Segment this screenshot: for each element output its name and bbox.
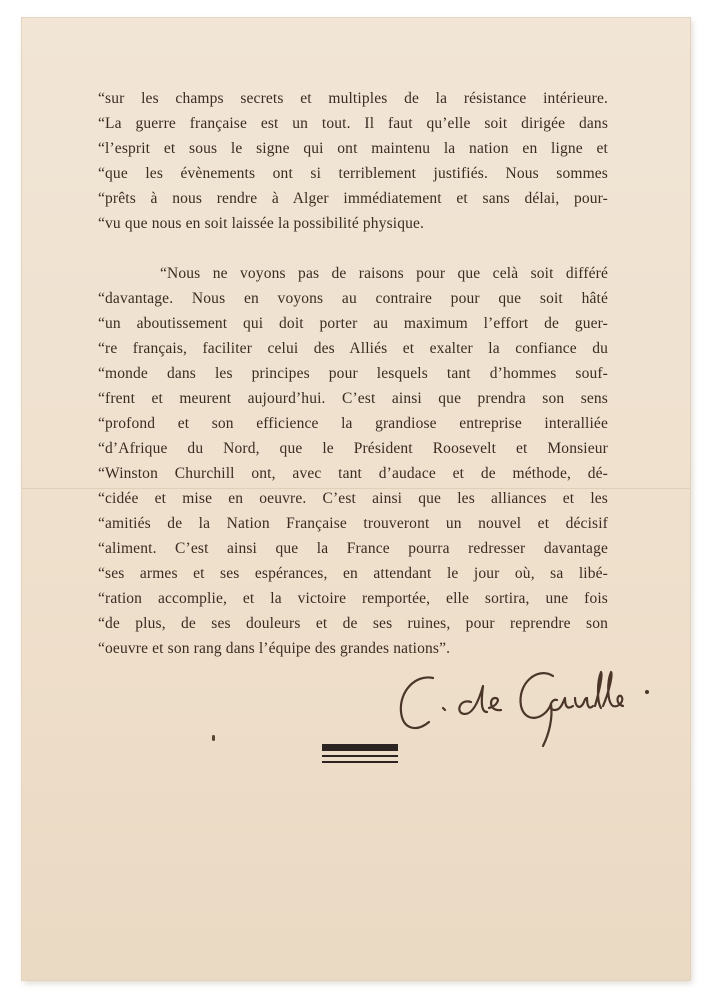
paragraph-2 [98,261,608,661]
text-line: “Winston Churchill ont, avec tant d’audace et de méthode, dé- [98,465,608,482]
text-line: “frent et meurent aujourd’hui. C’est ainsi que prendra son sens [98,390,608,407]
text-line: “sur les champs secrets et multiples de la résistance intérieure. [98,90,608,107]
text-line: “monde dans les principes pour lesquels tant d’hommes souf- [98,365,608,382]
handwritten-signature [385,648,655,758]
text-line: “un aboutissement qui doit porter au maximum l’effort de guer- [98,315,608,332]
paragraph-1 [98,86,608,236]
text-line: “davantage. Nous en voyons au contraire pour que soit hâté [98,290,608,307]
rule-thick [322,744,398,751]
ornamental-rule [322,744,398,763]
ink-mark [212,735,215,741]
text-line: “Nous ne voyons pas de raisons pour que celà soit différé [160,265,608,282]
text-line: “profond et son efficience la grandiose entreprise interalliée [98,415,608,432]
text-line: “prêts à nous rendre à Alger immédiatement et sans délai, pour- [98,190,608,207]
text-line: “ration accomplie, et la victoire remportée, elle sortira, une fois [98,590,608,607]
text-line: “vu que nous en soit laissée la possibilité physique. [98,215,425,232]
rule-thin [322,761,398,763]
text-line: “cidée et mise en oeuvre. C’est ainsi que les alliances et les [98,490,608,507]
text-line: “ses armes et ses espérances, en attendant le jour où, sa libé- [98,565,608,582]
letter-body [98,86,608,661]
text-line: “que les évènements ont si terriblement justifiés. Nous sommes [98,165,608,182]
text-line: “aliment. C’est ainsi que la France pourra redresser davantage [98,540,608,557]
text-line: “amitiés de la Nation Française trouveront un nouvel et décisif [98,515,608,532]
text-line: “l’esprit et sous le signe qui ont maintenu la nation en ligne et [98,140,608,157]
text-line: “d’Afrique du Nord, que le Président Roosevelt et Monsieur [98,440,608,457]
text-line: “de plus, de ses douleurs et de ses ruines, pour reprendre son [98,615,608,632]
text-line: “re français, faciliter celui des Alliés et exalter la confiance du [98,340,608,357]
text-line: “La guerre française est un tout. Il faut qu’elle soit dirigée dans [98,115,608,132]
text-line: “oeuvre et son rang dans l’équipe des grandes nations”. [98,640,451,657]
rule-thin [322,755,398,757]
